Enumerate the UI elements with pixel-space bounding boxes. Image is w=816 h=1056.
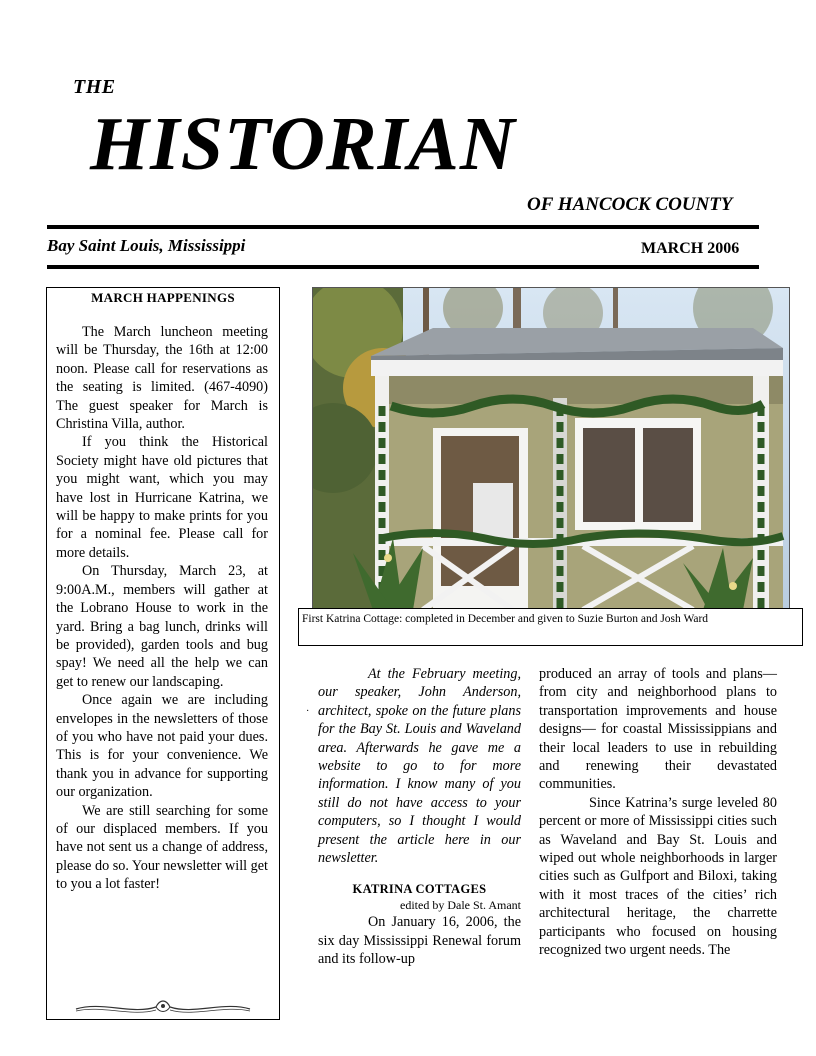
masthead-date: MARCH 2006: [641, 240, 740, 257]
article-body-continued: produced an array of tools and plans—from city and neighborhood plans to transportation improvements and house designs— for coastal Mississippians and their local leaders to use in rebuilding and renewing their devastated communities.: [539, 666, 777, 793]
photo-caption: First Katrina Cottage: completed in December and given to Suzie Burton and Josh Ward: [302, 613, 709, 625]
happenings-paragraph: The March luncheon meeting will be Thursday, the 16th at 12:00 noon. Please call for reservations as the seating is limited. (467-4090) The guest speaker for March is Christina Villa, author.: [56, 324, 268, 433]
masthead-subtitle: OF HANCOCK COUNTY: [527, 194, 733, 215]
cottage-image: [313, 288, 790, 609]
happenings-paragraph: Once again we are including envelopes in the newsletters of those of you who have not paid your dues. This is for your convenience. We thank you in advance for supporting our organization.: [56, 692, 268, 801]
article-body-paragraph: Since Katrina’s surge leveled 80 percent or more of Mississippi cities such as Waveland and Bay St. Louis and wiped out whole neighborhoods in larger cities such as Gulfport and Biloxi, taking with it most traces of the cities’ rich architectural heritage, the charrette participants who focused on housing recognized two urgent needs. The: [539, 794, 777, 959]
masthead-the: THE: [73, 76, 116, 98]
masthead-title: HISTORIAN: [90, 102, 516, 186]
article-body-start: On January 16, 2006, the six day Mississippi Renewal forum and its follow-up: [318, 914, 521, 968]
article-right-column: [539, 665, 777, 960]
happenings-paragraph: On Thursday, March 23, at 9:00A.M., members will gather at the Lobrano House to work in the yard. Bring a bag lunch, drinks will be provided), garden tools and bug spay! We need all the help we can get to renew our landscaping.: [56, 563, 268, 690]
masthead-rule-bottom: [47, 265, 759, 269]
cottage-photo: [312, 287, 790, 609]
article-intro: At the February meeting, our speaker, John Anderson, architect, spoke on the future plans for the Bay St. Louis and Waveland area. Afterwards he gave me a website to go to for more information. I know many of you still do not have access to your computers, so I thought I would present the article here in our newsletter.: [318, 666, 521, 867]
stray-dot: ·: [306, 706, 310, 717]
article-title: KATRINA COTTAGES: [352, 882, 487, 897]
masthead-rule-top: [47, 225, 759, 229]
happenings-paragraph: If you think the Historical Society might have old pictures that you might want, which you may have lost in Hurricane Katrina, we will be happy to make prints for you for a nominal fee. Please call for more details.: [56, 434, 268, 561]
happenings-title: MARCH HAPPENINGS: [91, 290, 235, 305]
article-byline: edited by Dale St. Amant: [400, 898, 521, 913]
happenings-paragraph: We are still searching for some of our displaced members. If you have not sent us a change of address, please do so. Your newsletter will get to you a lot faster!: [56, 802, 268, 893]
decorative-flourish-icon: [72, 997, 254, 1017]
happenings-body: [56, 323, 268, 894]
article-middle-column: [318, 665, 521, 969]
masthead-location: Bay Saint Louis, Mississippi: [47, 236, 246, 255]
